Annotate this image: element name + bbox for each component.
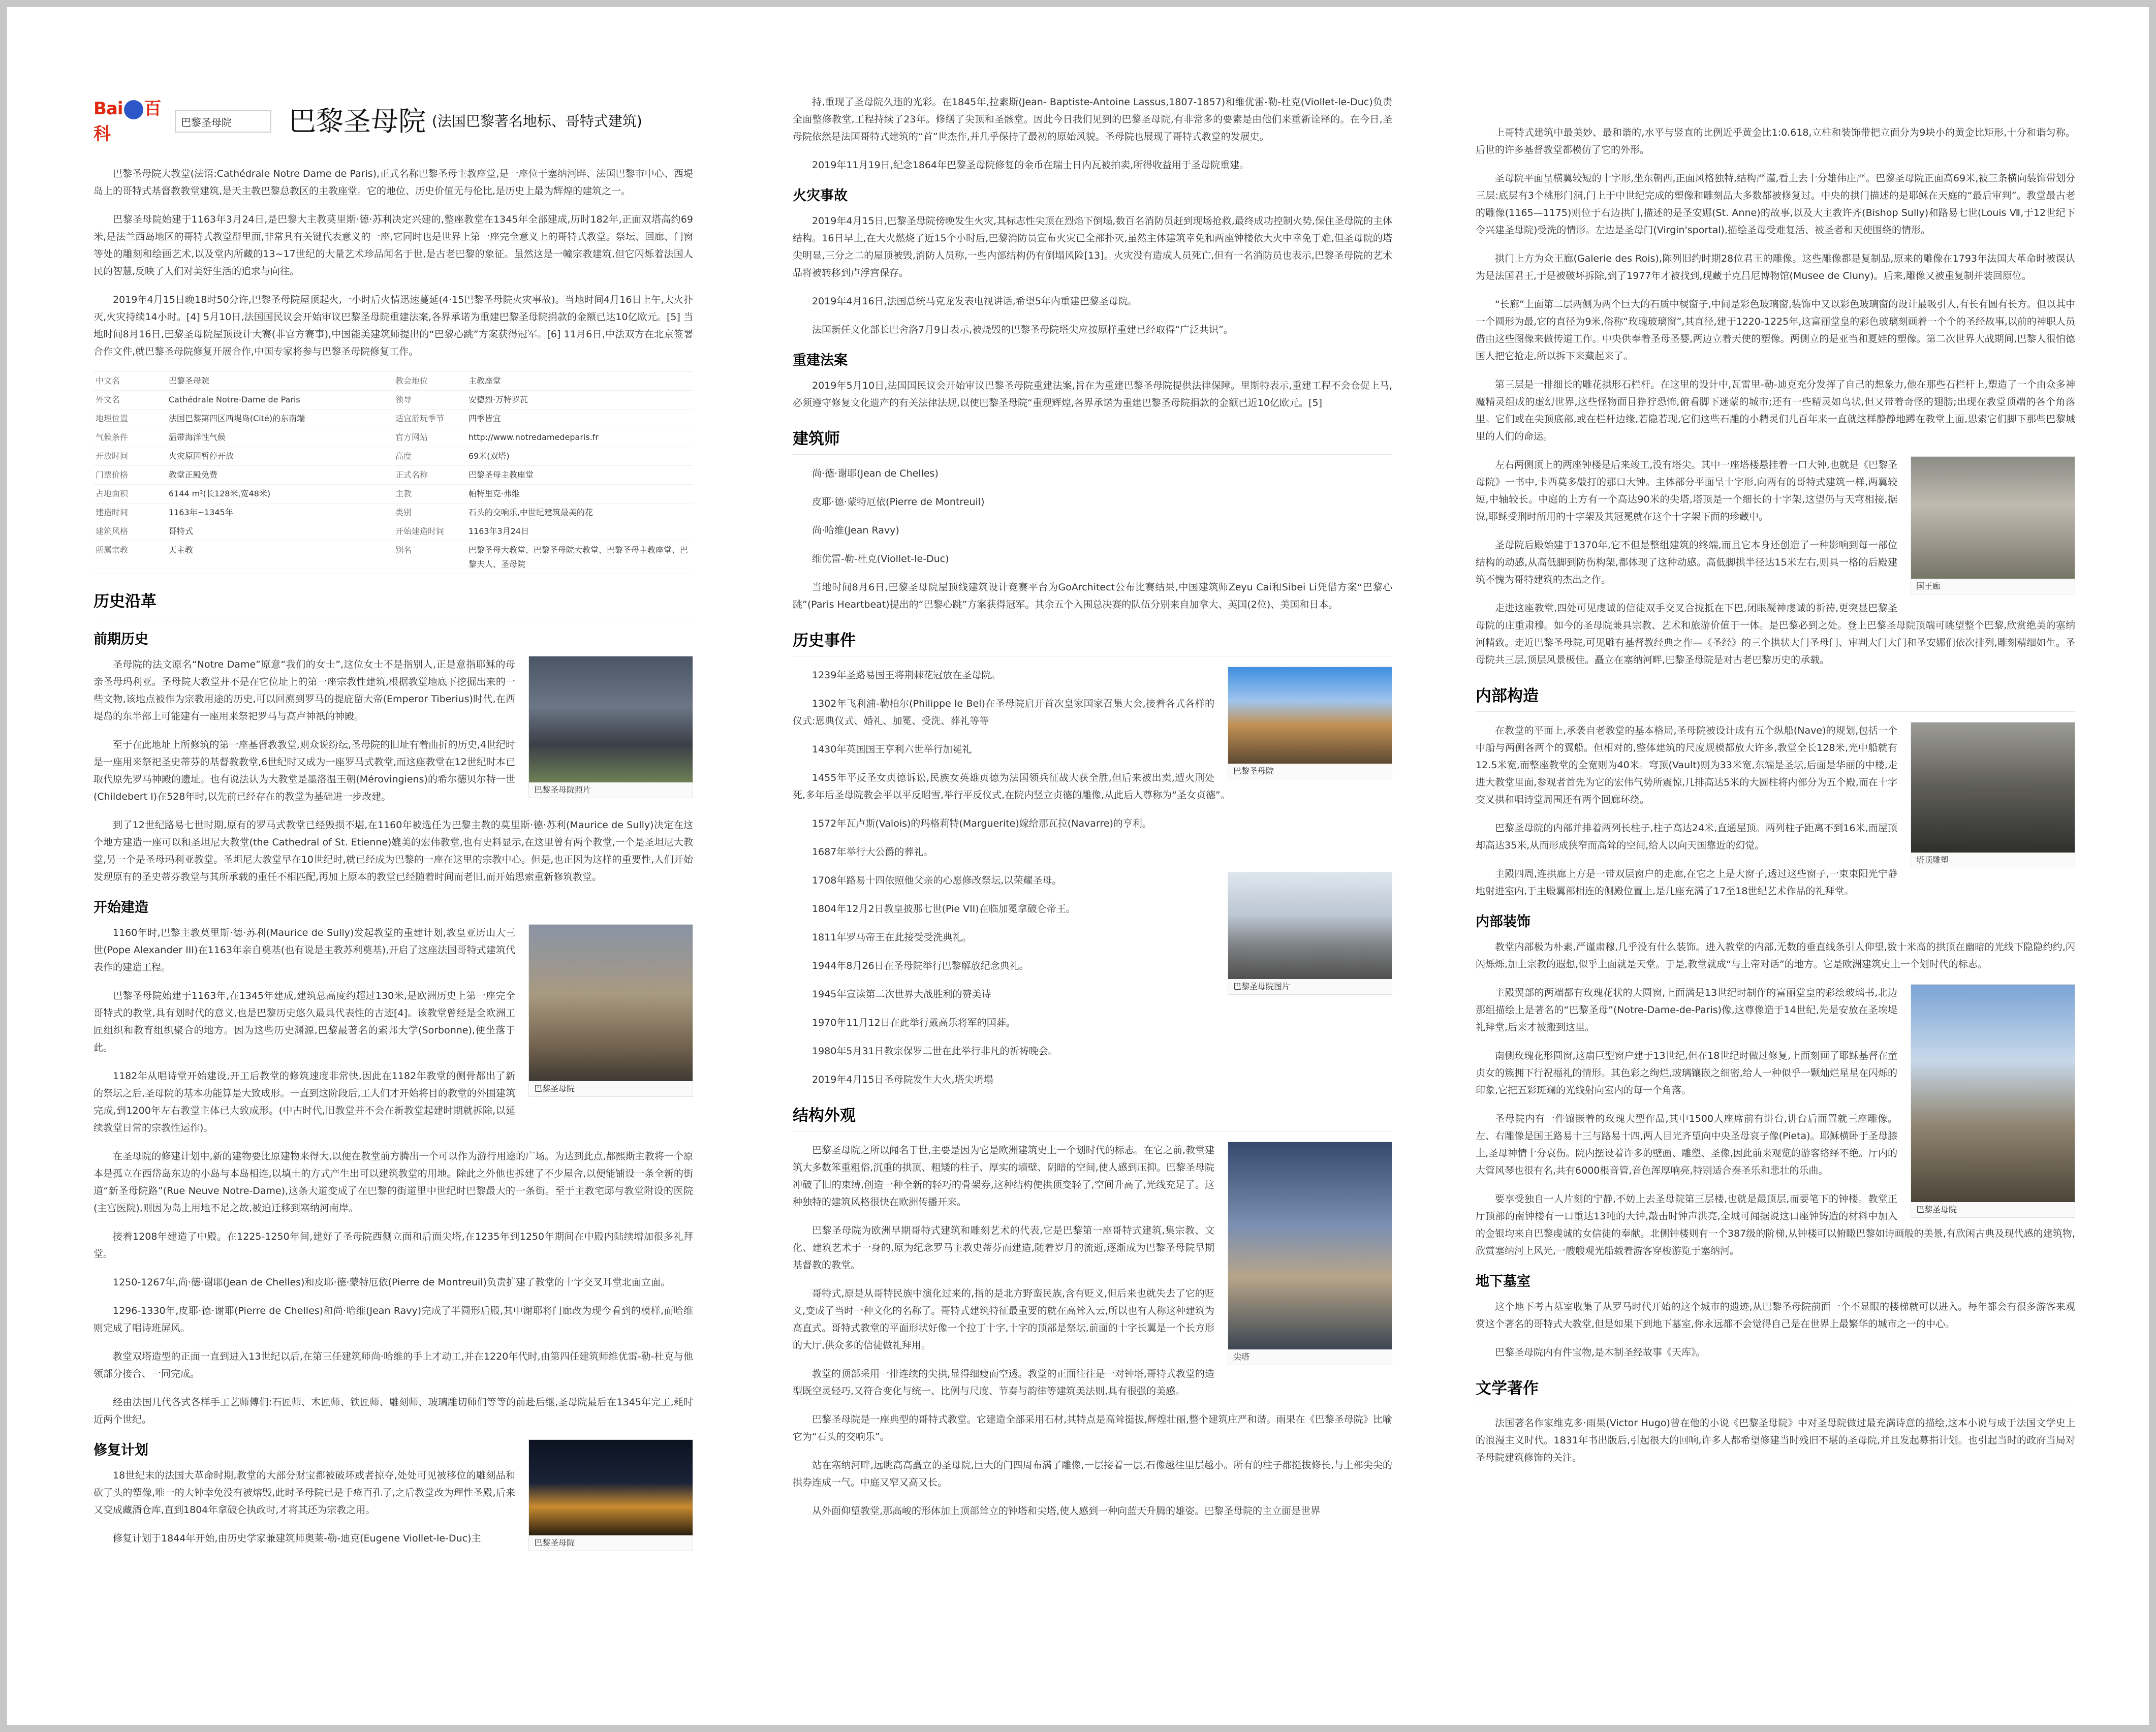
figure-night[interactable]: [528, 1439, 693, 1551]
basic-info-key: 别名: [393, 541, 466, 574]
basic-info-key: 主教: [393, 485, 466, 503]
basic-info-row: [93, 428, 693, 447]
column-2: [793, 93, 1392, 1725]
basic-info-key: 开始建造时间: [393, 522, 466, 541]
architects-paragraph: 当地时间8月6日,巴黎圣母院屋顶线建筑设计竞赛平台为GoArchitect公布比赛结果,中国建筑师Zeyu Cai和Sibei Li凭借方案“巴黎心跳”(Paris Heartbeat)提出的“巴黎心跳”方案获得冠军。其余五个入围总决赛的队伍分别来自加拿大、英国(2位)、美国和日本。: [793, 582, 1392, 610]
spire-image: [1228, 1142, 1392, 1349]
figure-caption: 巴黎圣母院: [1916, 1205, 1957, 1214]
repair-paragraph: 修复计划于1844年开始,由历史学家兼建筑师奥莱-勒-迪克(Eugene Viollet-le-Duc)主: [113, 1533, 481, 1544]
decor-paragraph: 圣母院内有一件镶嵌着的玫瑰大型作品,其中1500人座席前有讲台,讲台后面置就三座雕像。左、右雕像是国王路易十三与路易十四,两人目光齐望向中央圣母哀子像(Pieta)。耶稣横卧于圣母膝上,圣母神情十分哀伤。院内摆设着许多的壁画、雕塑、圣像,因此前来观览的游客络绎不绝。厅内的大管风琴也很有名,共有6000根音管,音色浑厚响亮,特别适合奏圣乐和悲壮的乐曲。: [1476, 1113, 1897, 1176]
page: [7, 7, 2149, 1725]
basic-info-value: 哥特式: [167, 522, 393, 541]
basic-info-value: 帕特里克·弗维: [466, 485, 693, 503]
repair-paragraph: 18世纪末的法国大革命时期,教堂的大部分财宝都被破坏或者掠夺,处处可见被移位的雕刻品和砍了头的塑像,唯一的大钟幸免没有被熔毁,此时圣母院已是千疮百孔了,之后教堂改为理性圣殿,后来又变成藏酒仓库,直到1804年拿破仑执政时,才将其还为宗教之用。: [93, 1470, 515, 1516]
basic-info-key: 地理位置: [93, 410, 167, 428]
interior-paragraph: 在教堂的平面上,承袭自老教堂的基本格局,圣母院被设计成有五个纵船(Nave)的规划,包括一个中船与两侧各两个的翼船。但相对的,整体建筑的尺度规模都放大许多,教堂全长128米,光中船就有12.5米宽,而整座教堂的全宽则为40米。穹顶(Vault)则为33米宽,东端是圣坛,后面是华丽的中楼,走进大教堂里面,参观者首先为它的宏伟气势所震惊,几排高达5米的大圆柱将内部分为五个殿,而在十字交叉拱和唱诗堂周围还有两个回廊环绕。: [1476, 725, 1897, 805]
early-history-title: 前期历史: [93, 632, 148, 647]
figure-caption: 塔顶雕塑: [1916, 855, 1949, 865]
crypt-paragraph: 巴黎圣母院内有件宝物,是木制圣经故事《天库》。: [1495, 1347, 1706, 1358]
fire-paragraph: 2019年4月16日,法国总统马克龙发表电视讲话,希望5年内重建巴黎圣母院。: [812, 296, 1138, 307]
baike-logo[interactable]: Bai 百科: [93, 99, 161, 144]
basic-info-value: 69米(双塔): [466, 447, 693, 466]
basic-info-key: 领导: [393, 391, 466, 410]
basic-info-key: 外文名: [93, 391, 167, 410]
basic-info-row: [93, 466, 693, 485]
decor-paragraph: 南侧玫瑰花形圆窗,这扇巨型窗户建于13世纪,但在18世纪时做过修复,上面刻画了耶稣基督在童贞女的簇拥下行祝福礼的情形。其色彩之绚烂,玻璃镶嵌之细密,给人一种似乎一颗灿烂星星在闪烁的印象,它把五彩斑斓的光线射向室内的每一个角落。: [1476, 1050, 1897, 1096]
basic-info-row: [93, 485, 693, 503]
fire-paragraph: 法国新任文化部长巴舍洛7月9日表示,被烧毁的巴黎圣母院塔尖应按原样重建已经取得“广泛共识”。: [812, 324, 1233, 335]
sunny-image: [1228, 667, 1392, 764]
build-paragraph: 在圣母院的修建计划中,新的建物要比原建物来得大,以便在教堂前方腾出一个可以作为游行用途的广场。为达到此点,都熙斯主教将一个原本是孤立在西岱岛东边的小岛与本岛相连,以填土的方式产生出可以建筑教堂的用地。除此之外他也拆建了不少屋舍,以便能铺设一条全新的街道“新圣母院路”(Rue Neuve Notre-Dame),这条大道变成了在巴黎的街道里中世纪时巴黎最大的一条街。至于主教宅邸与教堂附设的医院(主宫医院),则因为岛上用地不足之故,被迫迁移到塞纳河南岸。: [93, 1151, 693, 1214]
structure-cont-paragraph: 上哥特式建筑中最美妙、最和谐的,水平与竖直的比例近乎黄金比1:0.618,立柱和装饰带把立面分为9块小的黄金比矩形,十分和谐匀称。后世的许多基督教堂都模仿了它的外形。: [1476, 127, 2075, 155]
figure-cloud[interactable]: [1228, 872, 1392, 995]
basic-info-value: 石头的交响乐,中世纪建筑最美的花: [466, 503, 693, 522]
basic-info-row: [93, 541, 693, 574]
build-paragraph: 1250-1267年,尚·德·谢耶(Jean de Chelles)和皮耶·德·蒙特厄依(Pierre de Montreuil)负责扩建了教堂的十字交叉耳堂北面立面。: [113, 1277, 670, 1288]
basic-info-value: 天主教: [167, 541, 393, 574]
paw-icon: [124, 100, 143, 119]
structure-paragraph: 从外面仰望教堂,那高峻的形体加上顶部耸立的钟塔和尖塔,使人感到一种向蓝天升腾的雄姿。巴黎圣母院的主立面是世界: [812, 1505, 1321, 1517]
structure-paragraph: 站在塞纳河畔,远眺高高矗立的圣母院,巨大的门四周布满了雕像,一层接着一层,石像越往里层越小。所有的柱子都挺拔修长,与上部尖尖的拱券连成一气。中庭又窄又高又长。: [793, 1460, 1392, 1488]
basic-info-key: 门票价格: [93, 466, 167, 485]
basic-info-key: 开放时间: [93, 447, 167, 466]
basic-info-row: [93, 410, 693, 428]
basic-info-key: 气候条件: [93, 428, 167, 447]
basic-info-value: 温带海洋性气候: [167, 428, 393, 447]
event-item: 1302年飞利浦-勒柏尔(Philippe le Bel)在圣母院启开首次皇家国家召集大会,接着各式各样的仪式:恩典仪式、婚礼、加冕、受洗、葬礼等等: [793, 698, 1214, 727]
tower-sculpture-image: [1911, 722, 2075, 853]
repair-cont-paragraph: 持,重现了圣母院久违的光彩。在1845年,拉素斯(Jean- Baptiste-Antoine Lassus,1807-1857)和维优雷-勒-杜克(Viollet-le-Duc)负责全面整修教堂,工程持续了23年。修缮了尖顶和圣骸堂。因此今日我们见到的巴黎圣母院,有非常多的要素是由他们来重新诠释的。在今日,圣母院依然是法国哥特式建筑的“首”世杰作,并几乎保持了最初的原始风貌。圣母院也展现了哥特式教堂的发展史。: [793, 97, 1392, 142]
events-title: 历史事件: [793, 631, 1392, 656]
build-paragraph: 1296-1330年,皮耶·德·谢耶(Pierre de Chelles)和尚·哈维(Jean Ravy)完成了半圆形后殿,其中谢耶将门廊改为现今看到的模样,而哈维则完成了唱诗班屏风。: [93, 1305, 693, 1334]
early-paragraph: 至于在此地址上所修筑的第一座基督教教堂,则众说纷纭,圣母院的旧址有着曲折的历史,4世纪时是一座用来祭祀圣史蒂芬的基督教教堂,6世纪时又成为一座罗马式教堂,而这座教堂在12世纪时本已取代原先罗马神殿的遗址。也有说法认为大教堂是墨洛温王朝(Mérovingiens)的希尔德贝尔特一世(Childebert I)在528年时,以先前已经存在的教堂为基础进一步改建。: [93, 739, 515, 802]
early-paragraph: 圣母院的法文原名“Notre Dame”原意“我们的女士”,这位女士不是指别人,正是意指耶稣的母亲圣母玛利亚。圣母院大教堂并不是在它位址上的第一座宗教性建筑,根据教堂地底下挖掘出来的一些文物,该地点被作为宗教用途的历史,可以回溯到罗马的提庇留大帝(Emperor Tiberius)时代,在西堤岛的东半部上可能建有一座用来祭祀罗马与高卢神祇的神殿。: [93, 659, 515, 722]
search-input[interactable]: 巴黎圣母院: [175, 110, 271, 133]
event-item: 1708年路易十四依照他父亲的心愿修改祭坛,以荣耀圣母。: [812, 875, 1062, 886]
gallery-of-kings-image: [1911, 457, 2075, 579]
basic-info-row: [93, 447, 693, 466]
structure-paragraph: 巴黎圣母院是一座典型的哥特式教堂。它建造全部采用石材,其特点是高耸挺拔,辉煌壮丽,整个建筑庄严和谐。雨果在《巴黎圣母院》比喻它为“石头的交响乐”。: [793, 1414, 1392, 1442]
intro-paragraph-3: 2019年4月15日晚18时50分许,巴黎圣母院屋顶起火,一小时后火情迅速蔓延(4·15巴黎圣母院火灾事故)。当地时间4月16日上午,大火扑灭,火灾持续14小时。[4] 5月10日,法国国民议会开始审议巴黎圣母院重建法案,各界承诺为重建巴黎圣母院捐款的金额已达10亿欧元。[5] 当地时间8月16日,巴黎圣母院屋顶设计大赛(非官方赛事),中国能美建筑师提出的“巴黎心跳”方案获得冠军。[6] 11月6日,中法双方在北京签署合作文件,就巴黎圣母院修复开展合作,中国专家将参与巴黎圣母院修复工作。: [93, 294, 693, 357]
basic-info-value: 教堂正殿免费: [167, 466, 393, 485]
architect-item: 尚·哈维(Jean Ravy): [812, 525, 899, 536]
figure-caption: 尖塔: [1233, 1352, 1250, 1362]
basic-info-key: 官方网站: [393, 428, 466, 447]
interior-title: 内部构造: [1476, 686, 2075, 712]
figure-caption: 巴黎圣母院: [534, 1084, 575, 1093]
basic-info-value: 巴黎圣母院: [167, 372, 393, 391]
structure-paragraph: 哥特式,原是从哥特民族中演化过来的,指的是北方野蛮民族,含有贬义,但后来也就失去了它的贬义,变成了当时一种文化的名称了。哥特式建筑特征最重要的就在高耸入云,所以也有人称这种建筑为高直式。哥特式教堂的平面形状好像一个拉丁十字,十字的顶部是祭坛,前面的十字长翼是一个长方形的大厅,供众多的信徒做礼拜用。: [793, 1288, 1214, 1351]
structure-paragraph: 巴黎圣母院为欧洲早期哥特式建筑和雕刻艺术的代表,它是巴黎第一座哥特式建筑,集宗教、文化、建筑艺术于一身的,原为纪念罗马主教史蒂芬而建造,随着岁月的流逝,逐渐成为巴黎圣母院早期基督教的教堂。: [793, 1225, 1214, 1271]
architects-title: 建筑师: [793, 429, 1392, 455]
figure-caption: 国王廊: [1916, 581, 1941, 591]
event-item: 1572年瓦卢斯(Valois)的玛格莉特(Marguerite)嫁给那瓦拉(Navarre)的亨利。: [812, 818, 1152, 829]
architect-item: 维优雷-勒-杜克(Viollet-le-Duc): [812, 553, 949, 564]
build-paragraph: 接着1208年建造了中殿。在1225-1250年间,建好了圣母院西侧立面和后面尖塔,在1235年到1250年期间在中殿内陆续增加很多礼拜堂。: [93, 1231, 693, 1259]
structure-cont-paragraph: 圣母院后殿始建于1370年,它不但是整组建筑的终端,而且它本身还创造了一种影响到每一部位结构的动感,从高低脚到防伤构架,都体现了这种动感。高低脚拱半径达15米左右,则具一格的后殿建筑不愧为哥特建筑的杰出之作。: [1476, 540, 1897, 585]
early-paragraph: 到了12世纪路易七世时期,原有的罗马式教堂已经毁损不堪,在1160年被选任为巴黎主教的莫里斯·德·苏利(Maurice de Sully)决定在这个地方建造一座可以和圣坦尼大教堂(the Cathedral of St. Etienne)媲美的宏伟教堂,也有史料显示,在这里曾有两个教堂,一个是圣坦尼大教堂,另一个是圣母玛利亚教堂。圣坦尼大教堂早在10世纪时,就已经成为巴黎的一座在这里的宗教中心。但是,也正因为这样的重要性,人们开始发现原有的圣史蒂芬教堂与其所承载的重任不相匹配,再加上原本的教堂已经随着时间而老旧,而开始思索重新修筑教堂。: [93, 820, 693, 883]
interior-paragraph: 主殿四周,连拱廊上方是一带双层窗户的走廊,在它之上是大窗子,透过这些窗子,一束束阳光宁静地射进室内,于主殿翼部相连的侧殿位置上,是几座充满了17至18世纪艺术作品的礼拜堂。: [1476, 868, 1897, 897]
crypt-paragraph: 这个地下考古墓室收集了从罗马时代开始的这个城市的遗迹,从巴黎圣母院前面一个不显眼的楼梯就可以进入。每年都会有很多游客来观赏这个著名的哥特式大教堂,但是如果下到地下墓室,你永远都不会觉得自己是在世界上最繁华的城市之一的中心。: [1476, 1301, 2075, 1330]
basic-info-value: 巴黎圣母主教座堂: [466, 466, 693, 485]
basic-info-row: [93, 522, 693, 541]
structure-paragraph: 巴黎圣母院之所以闻名于世,主要是因为它是欧洲建筑史上一个划时代的标志。在它之前,教堂建筑大多数笨重粗俗,沉重的拱顶、粗矮的柱子、厚实的墙壁、阴暗的空间,使人感到压抑。巴黎圣母院冲破了旧的束缚,创造一种全新的轻巧的骨架券,这种结构使拱顶变轻了,空间升高了,光线充足了。这种独特的建筑风格很快在欧洲传播开来。: [793, 1145, 1214, 1208]
event-item: 1687年举行大公爵的葬礼。: [812, 846, 933, 858]
figure-caption: 巴黎圣母院图片: [1233, 982, 1291, 991]
build-paragraph: 经由法国几代各式各样手工艺师傅们:石匠师、木匠师、铁匠师、雕刻师、玻璃雕切师们等等的前赴后继,圣母院最后在1345年完工,耗时近两个世纪。: [93, 1397, 693, 1425]
basic-info-key: 建筑风格: [93, 522, 167, 541]
event-item: 1804年12月2日教皇披那七世(Pie VII)在临加冕拿破仑帝王。: [812, 903, 1076, 915]
event-item: 1811年罗马帝王在此接受受洗典礼。: [812, 932, 972, 943]
architect-item: 尚·德·谢耶(Jean de Chelles): [812, 468, 939, 479]
night-image: [529, 1440, 693, 1535]
event-item: 1980年5月31日教宗保罗二世在此举行非凡的祈祷晚会。: [812, 1046, 1058, 1057]
structure-cont-paragraph: “长廊”上面第二层两侧为两个巨大的石质中棂窗子,中间是彩色玻璃窗,装饰中又以彩色玻璃窗的设计最吸引人,有长有圆有长方。但以其中一个圆形为最,它的直径为9米,俗称“玫瑰玻璃窗”,其直径,建于1220-1225年,这富丽堂皇的彩色玻璃刻画着一个个的圣经故事,以前的神职人员借由这些图像来做传道工作。中央供奉着圣母圣婴,两边立着天使的塑像。两侧立的是亚当和夏娃的塑像。第二次世界大战期间,巴黎人很怕德国人把它抢走,所以拆下来藏起来了。: [1476, 299, 2075, 362]
figure-tower-sculpture[interactable]: [1911, 722, 2075, 868]
structure-title: 结构外观: [793, 1106, 1392, 1131]
figure-sunny[interactable]: [1228, 667, 1392, 779]
figure-caption: 巴黎圣母院: [534, 1538, 575, 1548]
basic-info-key: 占地面积: [93, 485, 167, 503]
repair-title: 修复计划: [93, 1442, 148, 1458]
event-item: 1945年宣读第二次世界大战胜利的赞美诗: [812, 989, 991, 1000]
basic-info-value: Cathédrale Notre-Dame de Paris: [167, 391, 393, 410]
notre-dame-photo-image: [529, 656, 693, 782]
basic-info-value: 1163年~1345年: [167, 503, 393, 522]
event-item: 1970年11月12日在此举行戴高乐将军的国葬。: [812, 1017, 1016, 1028]
architect-item: 皮耶·德·蒙特厄依(Pierre de Montreuil): [812, 496, 985, 508]
basic-info-row: [93, 372, 693, 391]
intro-paragraph-1: 巴黎圣母院大教堂(法语:Cathédrale Notre Dame de Paris),正式名称巴黎圣母主教座堂,是一座位于塞纳河畔、法国巴黎市中心、西堤岛上的哥特式基督教教堂建筑,是天主教巴黎总教区的主教座堂。它的地位、历史价值无与伦比,是历史上最为辉煌的建筑之一。: [93, 168, 693, 197]
column-1: [93, 96, 693, 1725]
fire-paragraph: 2019年4月15日,巴黎圣母院傍晚发生火灾,其标志性尖顶在烈焰下倒塌,数百名消防员赶到现场抢救,最终成功控制火势,保住圣母院的主体结构。16日早上,在大火燃烧了近15个小时后,巴黎消防员宣布火灾已全部扑灭,虽然主体建筑幸免和两座钟楼依大火中幸免于难,但圣母院的塔尖明显,三分之二的屋顶被毁,消防人员称,一些内部结构仍有倒塌风险[13]。火灾没有造成人员死亡,但有一名消防员也表示,巴黎圣母院的艺术品将被转移到卢浮宫保存。: [793, 215, 1392, 278]
basic-info-row: [93, 503, 693, 522]
event-item: 2019年4月15日圣母院发生大火,塔尖坍塌: [812, 1074, 993, 1085]
build-paragraph: 1160年时,巴黎主教莫里斯·德·苏利(Maurice de Sully)发起教堂的重建计划,教皇亚历山大三世(Pope Alexander III)在1163年亲自奠基(也有说是主教苏利奠基),开启了这座法国哥特式建筑代表作的建造工程。: [93, 927, 515, 973]
decor-title: 内部装饰: [1476, 914, 1530, 930]
rebuild-title: 重建法案: [793, 353, 848, 368]
build-paragraph: 教堂双塔造型的正面一直到进入13世纪以后,在第三任建筑师尚·哈维的手上才动工,并在1220年代时,由第四任建筑师维优雷-勒-杜克与他领部分接合、一同完成。: [93, 1351, 693, 1379]
basic-info-value: 四季皆宜: [466, 410, 693, 428]
basic-info-value: 1163年3月24日: [466, 522, 693, 541]
structure-cont-paragraph: 左右两侧顶上的两座钟楼是后来竣工,没有塔尖。其中一座塔楼悬挂着一口大钟,也就是《巴黎圣母院》一书中,卡西莫多敲打的那口大钟。主体部分平面呈十字形,向两有的哥特式建筑一样,两翼较短,中轴较长。中庭的上方有一个高达90米的尖塔,塔顶是一个细长的十字架,这望仍与天穹相接,据说,耶稣受刑时所用的十字架及其冠冕就在这个十字架下面的珍藏中。: [1476, 459, 1897, 522]
encyclopedia-header: [93, 96, 693, 147]
structure-cont-paragraph: 拱门上方为众王廊(Galerie des Rois),陈列旧约时期28位君王的雕像。这些雕像都是复制品,原来的雕像在1793年法国大革命时被误认为是法国君王,于是被破坏拆除,到了1977年才被找到,现藏于克吕尼博物馆(Musee de Cluny)。后来,雕像又被重复制并装回原位。: [1476, 253, 2075, 281]
basic-info-value: 巴黎圣母大教堂、巴黎圣母院大教堂、巴黎圣母主教座堂、巴黎夫人、圣母院: [466, 541, 693, 574]
build-paragraph: 1182年从唱诗堂开始建设,开工后教堂的修筑速度非常快,因此在1182年教堂的侧骨都出了新的祭坛之后,圣母院的基本功能算是大致成形。一直到这阶段后,工人们才开始将目的教堂的外围建筑完成,到1200年左右教堂主体已大致成形。(中古时代,旧教堂并不会在新教堂起建时期就拆除,以延续教堂日常的宗教性运作)。: [93, 1070, 515, 1133]
interior-paragraph: 巴黎圣母院的内部并排着两列长柱子,柱子高达24米,直通屋顶。两列柱子距离不到16米,而屋顶却高达35米,从而形成狭窄而高耸的空间,给人以向天国靠近的幻觉。: [1476, 823, 1897, 851]
page-subtitle: (法国巴黎著名地标、哥特式建筑): [432, 113, 642, 130]
basic-info-value: http://www.notredamedeparis.fr: [466, 428, 693, 447]
event-item: 1239年圣路易国王将荆棘花冠放在圣母院。: [812, 670, 1001, 681]
literature-paragraph: 法国著名作家维克多·雨果(Victor Hugo)曾在他的小说《巴黎圣母院》中对圣母院做过最充满诗意的描绘,这本小说与成于法国文学史上的浪漫主义时代。1831年书出版后,引起很大的回响,许多人都希望修建当时残旧不堪的圣母院,并且发起募捐计划。也引起当时的政府当局对圣母院建筑修饰的关注。: [1476, 1418, 2075, 1463]
structure-paragraph: 教堂的顶部采用一排连续的尖拱,显得细瘦而空透。教堂的正面往往是一对钟塔,哥特式教堂的造型既空灵轻巧,又符合变化与统一、比例与尺度、节奏与韵律等建筑美法则,具有很强的美感。: [793, 1368, 1214, 1397]
basic-info-key: 所属宗教: [93, 541, 167, 574]
decor-paragraph: 主殿翼部的两端都有玫瑰花状的大圆窗,上面满是13世纪时制作的富丽堂皇的彩绘玻璃书,北边那组描绘上是著名的“巴黎圣母”(Notre-Dame-de-Paris)像,这尊像造于14世纪,先是安放在圣埃堤礼拜堂,后来才被搬到这里。: [1476, 987, 1897, 1033]
intro-paragraph-2: 巴黎圣母院始建于1163年3月24日,是巴黎大主教莫里斯·德·苏利决定兴建的,整座教堂在1345年全部建成,历时182年,正面双塔高约69米,是法兰西岛地区的哥特式教堂群里面,非常具有关键代表意义的一座,它同时也是世界上第一座完全意义上的哥特式教堂。祭坛、回廊、门窗等处的雕刻和绘画艺术,以及堂内所藏的13~17世纪的大量艺术珍品闻名于世,是古老巴黎的象征。虽然这是一幢宗教建筑,但它闪烁着法国人民的智慧,反映了人们对美好生活的追求与向往。: [93, 214, 693, 277]
figure-caption: 巴黎圣母院: [1233, 766, 1274, 776]
crypt-title: 地下墓室: [1476, 1274, 1530, 1289]
structure-cont-paragraph: 走进这座教堂,四处可见虔诚的信徒双手交叉合拢抵在下巴,闭眼凝神虔诚的祈祷,更突显巴黎圣母院的庄重肃穆。如今的圣母院兼具宗教、艺术和旅游价值于一体。是巴黎必到之处。登上巴黎圣母院顶端可眺望整个巴黎,欣赏绝美的塞纳河精致。走近巴黎圣母院,可见雕有基督教经典之作—《圣经》的三个拱状大门圣母门、审判大门大门和圣安娜们依次排列,雕刻精细如生。圣母院共三层,顶层风景极佳。矗立在塞纳河畔,巴黎圣母院是对古老巴黎历史的承载。: [1476, 603, 2075, 666]
basic-info-key: 中文名: [93, 372, 167, 391]
structure-cont-paragraph: 圣母院平面呈横翼较短的十字形,坐东朝西,正面风格独特,结构严谨,看上去十分雄伟庄严。巴黎圣母院正面高69米,被三条横向装饰带划分三层:底层有3个桃形门洞,门上于中世纪完成的塑像和雕刻品大多数都被修复过。中央的拱门描述的是耶稣在天庭的“最后审判”。教堂最古老的雕像(1165—1175)则位于右边拱门,描述的是圣安娜(St. Anne)的故事,以及大主教许齐(Bishop Sully)和路易七世(Louis Ⅶ,于12世纪下令兴建圣母院)受洗的情形。左边是圣母门(Virgin'sportal),描绘圣母受难复活、被圣者和天使围绕的情形。: [1476, 173, 2075, 236]
basic-info-value: 安德烈·万特罗瓦: [466, 391, 693, 410]
basic-info-key: 建造时间: [93, 503, 167, 522]
event-item: 1430年英国国王亨利六世举行加冕礼: [812, 744, 972, 755]
figure-gallery-of-kings[interactable]: [1911, 456, 2075, 594]
facade-image: [529, 925, 693, 1081]
basic-info-key: 正式名称: [393, 466, 466, 485]
figure-front[interactable]: [1911, 984, 2075, 1218]
basic-info-value: 法国巴黎第四区西堤岛(Cité)的东南端: [167, 410, 393, 428]
decor-paragraph: 要享受独自一人片刻的宁静,不妨上去圣母院第三层楼,也就是最顶层,而要笔下的钟楼。教堂正厅顶部的南钟楼有一口重达13吨的大钟,敲击时钟声洪亮,全城可闻据说这口座钟铸造的材料中加入的金银均来自巴黎虔诚的女信徒的奉献。北侧钟楼则有一个387级的阶梯,从钟楼可以俯瞰巴黎如诗画般的美景,有欣闲古典及现代感的建筑物,欣赏塞纳河上风光,一艘艘观光船载着游客穿梭游览于塞纳河。: [1476, 1193, 2075, 1256]
repair-cont-paragraph: 2019年11月19日,纪念1864年巴黎圣母院修复的金币在瑞士日内瓦被拍卖,所得收益用于圣母院重建。: [812, 160, 1249, 171]
basic-info-value: 6144 m²(长128米,宽48米): [167, 485, 393, 503]
event-item: 1944年8月26日在圣母院举行巴黎解放纪念典礼。: [812, 960, 1029, 971]
basic-info-key: 教会地位: [393, 372, 466, 391]
fire-title: 火灾事故: [793, 188, 848, 204]
section-history-title: 历史沿革: [93, 591, 693, 617]
figure-spire[interactable]: [1228, 1142, 1392, 1365]
structure-cont-paragraph: 第三层是一排细长的雕花拱形石栏杆。在这里的设计中,瓦雷里-勒-迪克充分发挥了自己的想象力,他在那些石栏杆上,塑造了一个由众多神魔精灵组成的虚幻世界,这些怪物面目狰狞恐怖,俯看脚下迷蒙的城市;还有一些精灵如鸟状,但又带着奇怪的翅膀;出现在教堂顶端的各个角落里。它们或在尖顶底部,或在栏杆边缘,若隐若现,它们这些石雕的小精灵们几百年来一直就这样静静地蹲在教堂上面,思索它们脚下那些巴黎城里的人们的命运。: [1476, 379, 2075, 442]
column-3: [1476, 124, 2075, 1725]
basic-info-key: 高度: [393, 447, 466, 466]
literature-title: 文学著作: [1476, 1378, 2075, 1404]
event-item: 1455年平反圣女贞德诉讼,民族女英雄贞德为法国领兵征战大获全胜,但后来被出卖,遭火刑处死,多年后圣母院教会平以平反昭雪,举行平反仪式,在院内竖立贞德的雕像,从此后人尊称为“圣女贞德”。: [793, 772, 1230, 801]
build-paragraph: 巴黎圣母院始建于1163年,在1345年建成,建筑总高度约超过130米,是欧洲历史上第一座完全哥特式的教堂,具有划时代的意义,也是巴黎历史悠久最具代表性的古迹[4]。该教堂曾经是全欧洲工匠组织和教育组织聚合的地方。因为这些历史渊源,巴黎最著名的索邦大学(Sorbonne),便坐落于此。: [93, 990, 515, 1053]
basic-info-key: 类别: [393, 503, 466, 522]
figure-notre-dame-photo[interactable]: [528, 656, 693, 798]
cloud-image: [1228, 872, 1392, 979]
basic-info-table: [93, 371, 693, 574]
build-title: 开始建造: [93, 900, 148, 916]
page-title: 巴黎圣母院: [289, 105, 426, 137]
basic-info-row: [93, 391, 693, 410]
basic-info-value: 主教座堂: [466, 372, 693, 391]
rebuild-paragraph: 2019年5月10日,法国国民议会开始审议巴黎圣母院重建法案,旨在为重建巴黎圣母院提供法律保障。里斯特表示,重建工程不会仓促上马,必须遵守修复文化遗产的有关法律法规,以使巴黎圣母院“重现辉煌,各界承诺为重建巴黎圣母院捐款的金额已近10亿欧元。[5]: [793, 380, 1392, 408]
basic-info-key: 适宜游玩季节: [393, 410, 466, 428]
front-image: [1911, 985, 2075, 1202]
figure-caption: 巴黎圣母院照片: [534, 785, 591, 795]
basic-info-value: 火灾原因暂停开放: [167, 447, 393, 466]
decor-paragraph: 教堂内部极为朴素,严谨肃穆,几乎没有什么装饰。进入教堂的内部,无数的垂直线条引人仰望,数十米高的拱顶在幽暗的光线下隐隐约约,闪闪烁烁,加上宗教的遐想,似乎上面就是天堂。于是,教堂就成“与上帝对话”的地方。它是欧洲建筑史上一个划时代的标志。: [1476, 941, 2075, 970]
figure-facade[interactable]: [528, 924, 693, 1097]
